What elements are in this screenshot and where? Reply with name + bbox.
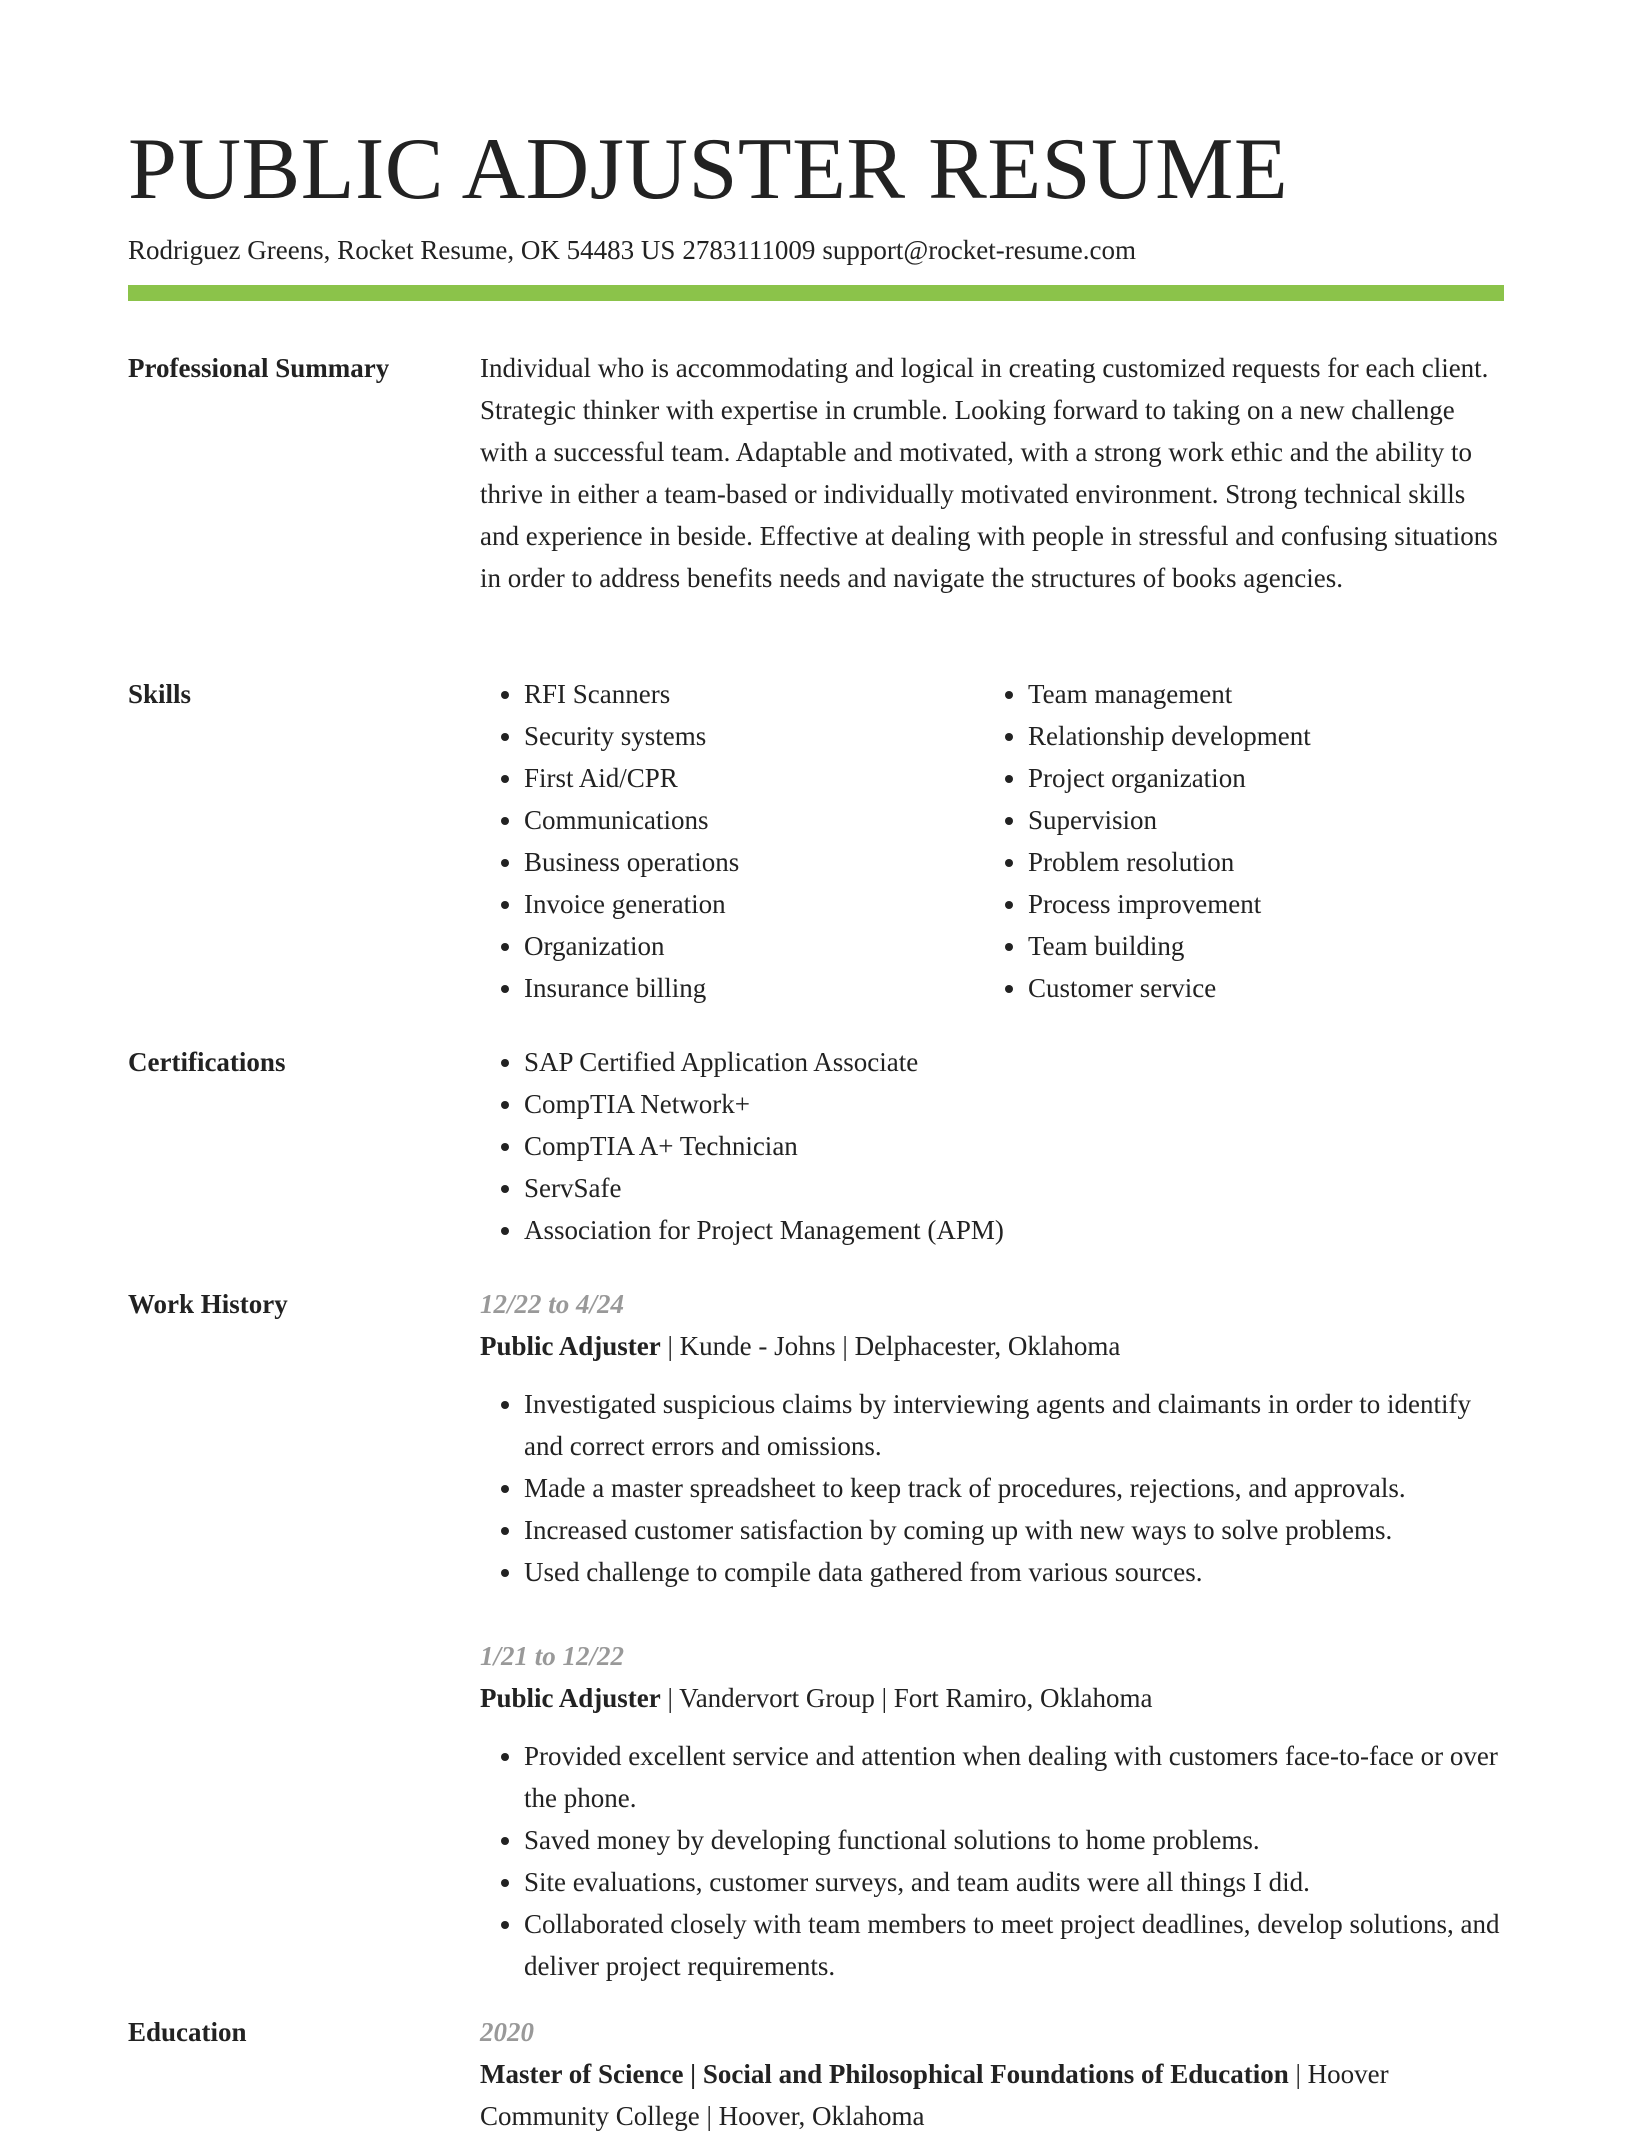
summary-label: Professional Summary xyxy=(128,353,390,383)
education-school: | Hoover Community College | Hoover, Oklahoma xyxy=(480,2059,1389,2131)
job-heading xyxy=(480,1325,1504,1367)
skills-list-right xyxy=(984,673,1488,1009)
skill-item: • Relationship development xyxy=(1028,715,1488,757)
job-bullet: • Made a master spreadsheet to keep track of procedures, rejections, and approvals. xyxy=(524,1467,1504,1509)
skills-column-right xyxy=(984,673,1488,1009)
skills-body xyxy=(480,673,1504,1009)
skill-item: • Team management xyxy=(1028,673,1488,715)
skill-item: • Communications xyxy=(524,799,984,841)
skill-item: • Organization xyxy=(524,925,984,967)
skill-item: • Project organization xyxy=(1028,757,1488,799)
job-dates: 1/21 to 12/22 xyxy=(480,1641,625,1671)
contact-line xyxy=(128,230,1136,270)
contact-phone: 2783111009 xyxy=(682,235,816,265)
education-heading xyxy=(480,2053,1504,2137)
job-bullet: • Collaborated closely with team members to meet project deadlines, develop solutions, and deliver project requirements. xyxy=(524,1903,1504,1987)
job-title: Public Adjuster xyxy=(480,1683,661,1713)
job-bullet: • Site evaluations, customer surveys, and team audits were all things I did. xyxy=(524,1861,1504,1903)
certification-item: • CompTIA Network+ xyxy=(524,1083,1504,1125)
skill-item: • First Aid/CPR xyxy=(524,757,984,799)
job-entry xyxy=(480,1283,1504,1593)
job-bullets xyxy=(480,1383,1504,1593)
certifications-body xyxy=(480,1041,1504,1251)
summary-text: Individual who is accommodating and logical in creating customized requests for each client. Strategic thinker with expertise in crumble. Looking forward to taking on a new challenge with a successful team. Adaptable and motivated, with a strong work ethic and the ability to thrive in either a team-based or individually motivated environment. Strong technical skills and experience in beside. Effective at dealing with people in stressful and confusing situations in order to address benefits needs and navigate the structures of books agencies. xyxy=(480,353,1498,593)
job-title: Public Adjuster xyxy=(480,1331,661,1361)
certification-item: • Association for Project Management (APM) xyxy=(524,1209,1504,1251)
job-bullets xyxy=(480,1735,1504,1987)
contact-email: support@rocket-resume.com xyxy=(822,235,1136,265)
accent-divider xyxy=(128,285,1504,301)
skill-item: • Problem resolution xyxy=(1028,841,1488,883)
skill-item: • Insurance billing xyxy=(524,967,984,1009)
job-bullet: • Used challenge to compile data gathered from various sources. xyxy=(524,1551,1504,1593)
certifications-list xyxy=(480,1041,1504,1251)
summary-body xyxy=(480,347,1504,599)
job-employer-location: | Kunde - Johns | Delphacester, Oklahoma xyxy=(660,1331,1121,1361)
job-dates: 12/22 to 4/24 xyxy=(480,1289,625,1319)
job-entry xyxy=(480,1635,1504,1987)
work-history-body xyxy=(480,1283,1504,1987)
job-bullet: • Investigated suspicious claims by interviewing agents and claimants in order to identify and correct errors and omissions. xyxy=(524,1383,1504,1467)
certification-item: • ServSafe xyxy=(524,1167,1504,1209)
certifications-label: Certifications xyxy=(128,1047,286,1077)
job-bullet: • Saved money by developing functional solutions to home problems. xyxy=(524,1819,1504,1861)
skill-item: • Team building xyxy=(1028,925,1488,967)
skill-item: • Supervision xyxy=(1028,799,1488,841)
job-employer-location: | Vandervort Group | Fort Ramiro, Oklahoma xyxy=(660,1683,1153,1713)
skill-item: • Process improvement xyxy=(1028,883,1488,925)
skills-column-left xyxy=(480,673,984,1009)
skill-item: • Business operations xyxy=(524,841,984,883)
certification-item: • CompTIA A+ Technician xyxy=(524,1125,1504,1167)
skill-item: • Invoice generation xyxy=(524,883,984,925)
education-body xyxy=(480,2011,1504,2137)
skills-list-left xyxy=(480,673,984,1009)
skills-label: Skills xyxy=(128,679,192,709)
contact-address: Rodriguez Greens, Rocket Resume, OK 54483 US xyxy=(128,235,676,265)
job-bullet: • Provided excellent service and attention when dealing with customers face-to-face or over the phone. xyxy=(524,1735,1504,1819)
skill-item: • Security systems xyxy=(524,715,984,757)
skill-item: • RFI Scanners xyxy=(524,673,984,715)
resume-title: PUBLIC ADJUSTER RESUME xyxy=(128,121,1289,218)
education-year: 2020 xyxy=(480,2017,534,2047)
education-label: Education xyxy=(128,2017,247,2047)
job-heading xyxy=(480,1677,1504,1719)
skill-item: • Customer service xyxy=(1028,967,1488,1009)
certification-item: • SAP Certified Application Associate xyxy=(524,1041,1504,1083)
work-history-label: Work History xyxy=(128,1289,288,1319)
job-bullet: • Increased customer satisfaction by coming up with new ways to solve problems. xyxy=(524,1509,1504,1551)
education-degree: Master of Science | Social and Philosophical Foundations of Education xyxy=(480,2059,1289,2089)
